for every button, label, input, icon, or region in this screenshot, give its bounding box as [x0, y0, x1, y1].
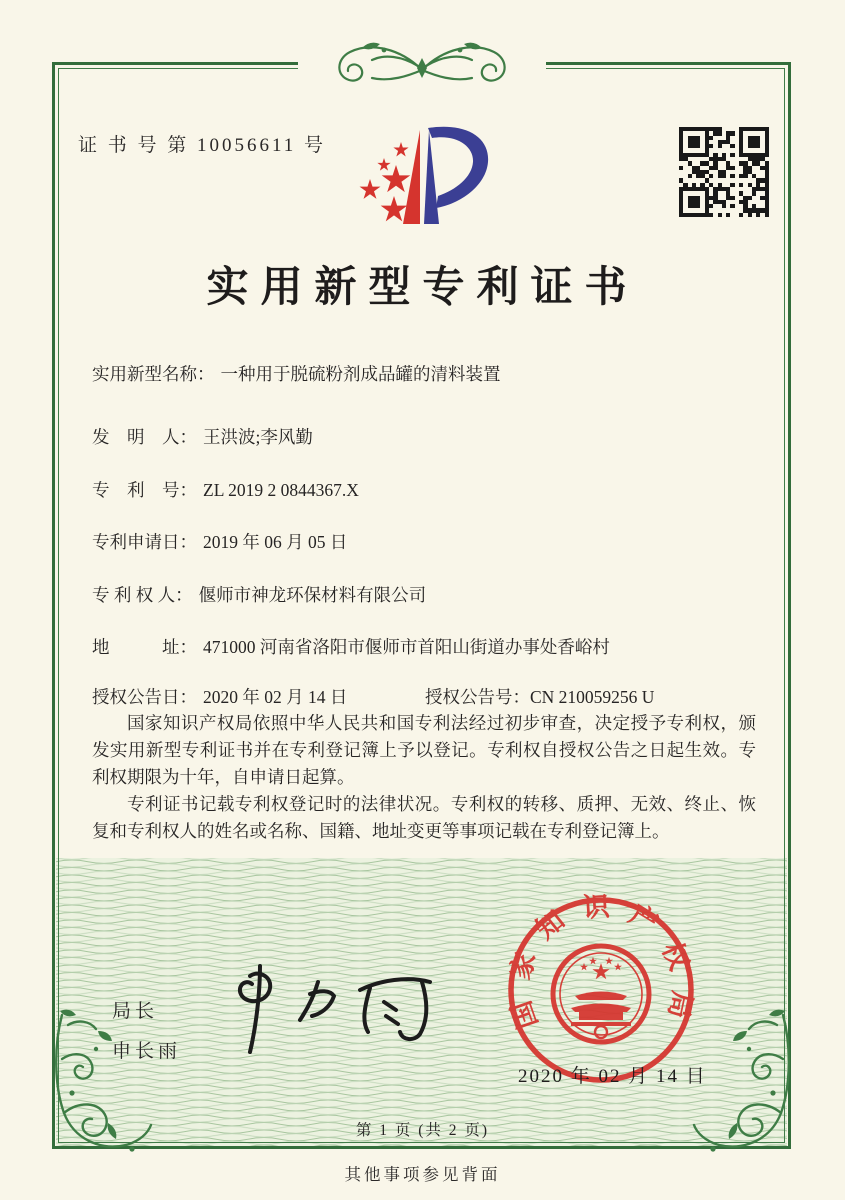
- legal-paragraph-1: 国家知识产权局依照中华人民共和国专利法经过初步审查，决定授予专利权，颁发实用新型专利证书并在专利登记簿上予以登记。专利权自授权公告之日起生效。专利权期限为十年，自申请日起算。: [92, 713, 756, 787]
- field-label: 地 址：: [92, 637, 197, 657]
- field-patentee: [92, 582, 426, 607]
- official-seal: [503, 892, 699, 1088]
- field-value: 偃师市神龙环保材料有限公司: [198, 585, 427, 605]
- back-note: 其他事项参见背面: [344, 1165, 501, 1184]
- field-value: 王洪波;李风勤: [203, 427, 313, 447]
- field-label: 专 利 号：: [92, 480, 197, 500]
- field-label: 实用新型名称：: [92, 364, 215, 384]
- field-label: 授权公告日：: [92, 687, 197, 707]
- cnipa-logo-icon: [332, 120, 512, 238]
- field-label: 专 利 权 人：: [92, 585, 193, 605]
- seal-text: 国家知识产权局: [504, 892, 698, 1033]
- commissioner-name: 申长雨: [112, 1041, 182, 1062]
- field-address: [92, 634, 610, 659]
- qr-code: [679, 127, 769, 217]
- certificate-number: 证 书 号 第 10056611 号: [78, 135, 327, 156]
- page-number: 第 1 页 (共 2 页): [355, 1122, 490, 1139]
- field-value: 2020 年 02 月 14 日: [203, 687, 348, 707]
- top-border-ornament: [292, 36, 552, 92]
- legal-paragraph-2: 专利证书记载专利权登记时的法律状况。专利权的转移、质押、无效、终止、恢复和专利权人的姓名或名称、国籍、地址变更等事项记载在专利登记簿上。: [92, 794, 756, 841]
- field-label: 授权公告号：: [425, 687, 530, 707]
- field-grant-date: [92, 684, 347, 709]
- certificate-title: 实用新型专利证书: [206, 265, 639, 311]
- field-value: ZL 2019 2 0844367.X: [203, 480, 359, 500]
- field-value: 2019 年 06 月 05 日: [203, 532, 348, 552]
- field-inventor: [92, 424, 313, 449]
- commissioner-signature: [222, 960, 452, 1060]
- legal-text: [92, 710, 756, 845]
- field-grant-number: [425, 684, 654, 709]
- field-value: 471000 河南省洛阳市偃师市首阳山街道办事处香峪村: [203, 637, 610, 657]
- field-application-date: [92, 529, 347, 554]
- field-label: 专利申请日：: [92, 532, 197, 552]
- field-label: 发 明 人：: [92, 427, 197, 447]
- commissioner-block: [112, 992, 181, 1072]
- field-value: CN 210059256 U: [530, 687, 655, 707]
- field-value: 一种用于脱硫粉剂成品罐的清料装置: [220, 364, 501, 384]
- field-patent-number: [92, 477, 359, 502]
- commissioner-title: 局长: [112, 1001, 159, 1022]
- field-utility-model-name: [92, 361, 501, 386]
- issue-date: 2020 年 02 月 14 日: [518, 1066, 707, 1087]
